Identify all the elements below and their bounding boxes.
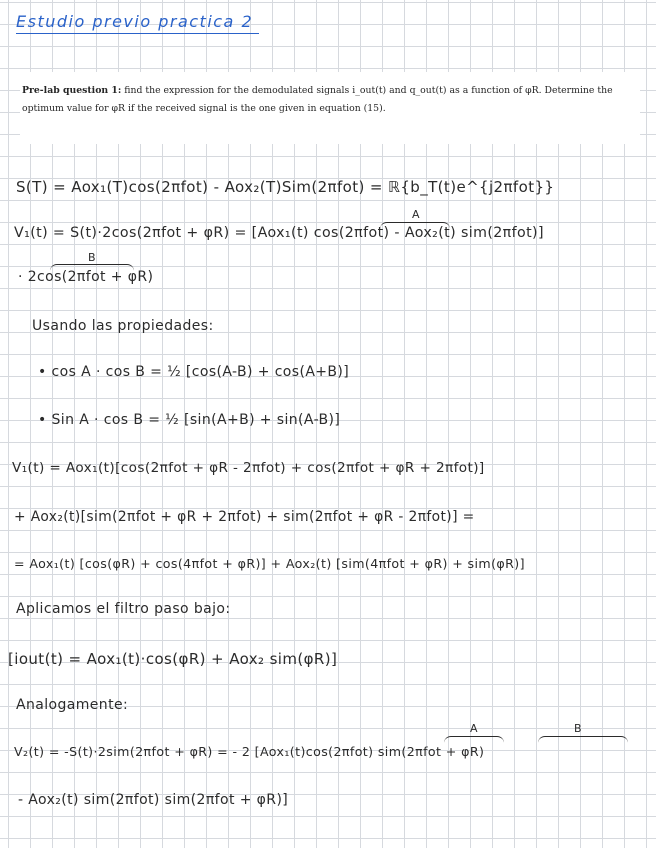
result-iout: [iout(t) = Aox₁(t)·cos(φR) + Aox₂ sim(φR)] xyxy=(8,650,338,668)
lowpass-heading: Aplicamos el filtro paso bajo: xyxy=(16,601,231,617)
question-text: find the expression for the demodulated signals i_out(t) and q_out(t) as a function of φR. Determine the optimum value for φR if the received signal is the one given in equation (15). xyxy=(22,85,613,114)
label-a: A xyxy=(412,208,420,221)
equation-v2: V₂(t) = -S(t)·2sim(2πfot + φR) = - 2 [Aox₁(t)cos(2πfot) sim(2πfot + φR) xyxy=(14,744,485,759)
label-a-2: A xyxy=(470,722,478,735)
label-b: B xyxy=(88,251,96,264)
property-sin: • Sin A · cos B = ½ [sin(A+B) + sin(A-B)] xyxy=(38,412,341,428)
question-label: Pre-lab question 1: xyxy=(22,85,122,96)
overbrace-b-2 xyxy=(538,736,628,743)
property-cos: • cos A · cos B = ½ [cos(A-B) + cos(A+B)] xyxy=(38,364,350,380)
equation-v1-simplified: = Aox₁(t) [cos(φR) + cos(4πfot + φR)] + Aox₂(t) [sim(4πfot + φR) + sim(φR)] xyxy=(14,556,525,571)
page-title: Estudio previo practica 2 xyxy=(16,12,259,34)
equation-v1-cont: · 2cos(2πfot + φR) xyxy=(18,269,154,285)
properties-heading: Usando las propiedades: xyxy=(32,318,214,334)
equation-signal: S(T) = Aox₁(T)cos(2πfot) - Aox₂(T)Sim(2πfot) = ℝ{b_T(t)e^{j2πfot}} xyxy=(16,178,555,196)
prelab-question-box xyxy=(20,72,640,144)
analog-heading: Analogamente: xyxy=(16,697,129,713)
label-b-2: B xyxy=(574,722,582,735)
equation-v1-expanded-2: + Aox₂(t)[sim(2πfot + φR + 2πfot) + sim(2πfot + φR - 2πfot)] = xyxy=(14,509,475,525)
equation-v1-expanded: V₁(t) = Aox₁(t)[cos(2πfot + φR - 2πfot) + cos(2πfot + φR + 2πfot)] xyxy=(12,460,485,476)
equation-v2-cont: - Aox₂(t) sim(2πfot) sim(2πfot + φR)] xyxy=(18,792,289,808)
overbrace-a-2 xyxy=(444,736,504,743)
equation-v1: V₁(t) = S(t)·2cos(2πfot + φR) = [Aox₁(t) cos(2πfot) - Aox₂(t) sim(2πfot)] xyxy=(14,225,544,241)
